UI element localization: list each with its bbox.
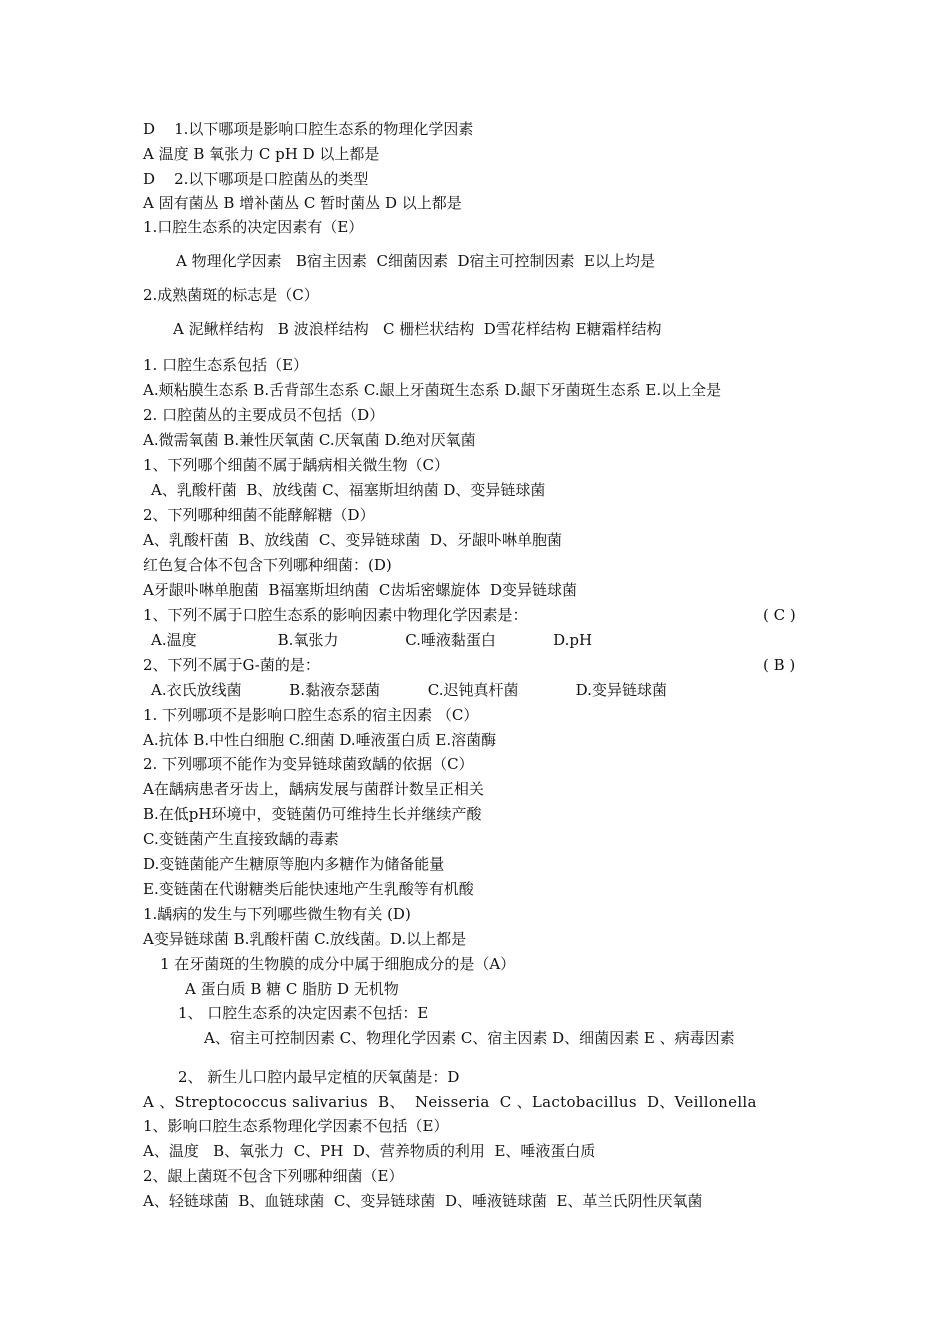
answer-mark: ( C ) bbox=[763, 606, 796, 624]
text-line: A、温度 B、氧张力 C、PH D、营养物质的利用 E、唾液蛋白质 bbox=[143, 1142, 596, 1160]
answer-mark: ( B ) bbox=[763, 656, 796, 674]
text-line: A.抗体 B.中性白细胞 C.细菌 D.唾液蛋白质 E.溶菌酶 bbox=[143, 731, 497, 749]
text-line: A.衣氏放线菌 B.黏液奈瑟菌 C.迟钝真杆菌 D.变异链球菌 bbox=[151, 681, 667, 699]
text-line: 1、 口腔生态系的决定因素不包括：E bbox=[178, 1004, 429, 1022]
text-line: 2、龈上菌斑不包含下列哪种细菌（E） bbox=[143, 1167, 404, 1185]
text-line: A、乳酸杆菌 B、放线菌 C、变异链球菌 D、牙龈卟啉单胞菌 bbox=[143, 531, 562, 549]
text-line: A、轻链球菌 B、血链球菌 C、变异链球菌 D、唾液链球菌 E、革兰氏阴性厌氧菌 bbox=[143, 1192, 703, 1210]
text-line: A 、Streptococcus salivarius B、 Neisseria C 、Lactobacillus D、Veillonella bbox=[143, 1093, 757, 1111]
text-line: 2、下列不属于G-菌的是： bbox=[143, 656, 320, 674]
text-line: 2、下列哪种细菌不能酵解糖（D） bbox=[143, 506, 375, 524]
text-line: D 2.以下哪项是口腔菌丛的类型 bbox=[143, 170, 369, 188]
text-line: 2.成熟菌斑的标志是（C） bbox=[143, 286, 319, 304]
text-line: A 固有菌丛 B 增补菌丛 C 暂时菌丛 D 以上都是 bbox=[143, 194, 462, 212]
text-line: B.在低pH环境中，变链菌仍可维持生长并继续产酸 bbox=[143, 805, 482, 823]
text-line: A 泥鳅样结构 B 波浪样结构 C 栅栏状结构 D雪花样结构 E糖霜样结构 bbox=[173, 320, 662, 338]
text-line: A.颊粘膜生态系 B.舌背部生态系 C.龈上牙菌斑生态系 D.龈下牙菌斑生态系 E.以上全是 bbox=[143, 381, 722, 399]
text-line: A变异链球菌 B.乳酸杆菌 C.放线菌。D.以上都是 bbox=[143, 930, 467, 948]
text-line: 1 在牙菌斑的生物膜的成分中属于细胞成分的是（A） bbox=[160, 955, 516, 973]
text-line: C.变链菌产生直接致龋的毒素 bbox=[143, 830, 339, 848]
text-line: 2. 下列哪项不能作为变异链球菌致龋的依据（C） bbox=[143, 755, 474, 773]
text-line: A 蛋白质 B 糖 C 脂肪 D 无机物 bbox=[185, 980, 399, 998]
text-line: D.变链菌能产生糖原等胞内多糖作为储备能量 bbox=[143, 855, 445, 873]
text-line: 2、 新生儿口腔内最早定植的厌氧菌是：D bbox=[178, 1068, 460, 1086]
text-line: 2. 口腔菌丛的主要成员不包括（D） bbox=[143, 406, 385, 424]
text-line: 1. 下列哪项不是影响口腔生态系的宿主因素 （C） bbox=[143, 706, 479, 724]
text-line: A 温度 B 氧张力 C pH D 以上都是 bbox=[143, 145, 380, 163]
text-line: E.变链菌在代谢糖类后能快速地产生乳酸等有机酸 bbox=[143, 880, 474, 898]
text-line: A、乳酸杆菌 B、放线菌 C、福塞斯坦纳菌 D、变异链球菌 bbox=[151, 481, 546, 499]
text-line: 1. 口腔生态系包括（E） bbox=[143, 356, 309, 374]
text-line: A牙龈卟啉单胞菌 B福塞斯坦纳菌 C齿垢密螺旋体 D变异链球菌 bbox=[143, 581, 577, 599]
text-line: A.微需氧菌 B.兼性厌氧菌 C.厌氧菌 D.绝对厌氧菌 bbox=[143, 431, 476, 449]
text-line: A 物理化学因素 B宿主因素 C细菌因素 D宿主可控制因素 E以上均是 bbox=[176, 252, 655, 270]
text-line: 1.口腔生态系的决定因素有（E） bbox=[143, 218, 364, 236]
text-line: D 1.以下哪项是影响口腔生态系的物理化学因素 bbox=[143, 120, 474, 138]
text-line: 1.龋病的发生与下列哪些微生物有关 (D) bbox=[143, 905, 411, 923]
text-line: 1、影响口腔生态系物理化学因素不包括（E） bbox=[143, 1117, 449, 1135]
text-line: 1、下列不属于口腔生态系的影响因素中物理化学因素是： bbox=[143, 606, 528, 624]
text-line: A.温度 B.氧张力 C.唾液黏蛋白 D.pH bbox=[151, 631, 593, 649]
text-line: 1、下列哪个细菌不属于龋病相关微生物（C） bbox=[143, 456, 450, 474]
text-line: A在龋病患者牙齿上，龋病发展与菌群计数呈正相关 bbox=[143, 780, 484, 798]
text-line: A、宿主可控制因素 C、物理化学因素 C、宿主因素 D、细菌因素 E 、病毒因素 bbox=[204, 1029, 735, 1047]
text-line: 红色复合体不包含下列哪种细菌：(D) bbox=[143, 556, 392, 574]
